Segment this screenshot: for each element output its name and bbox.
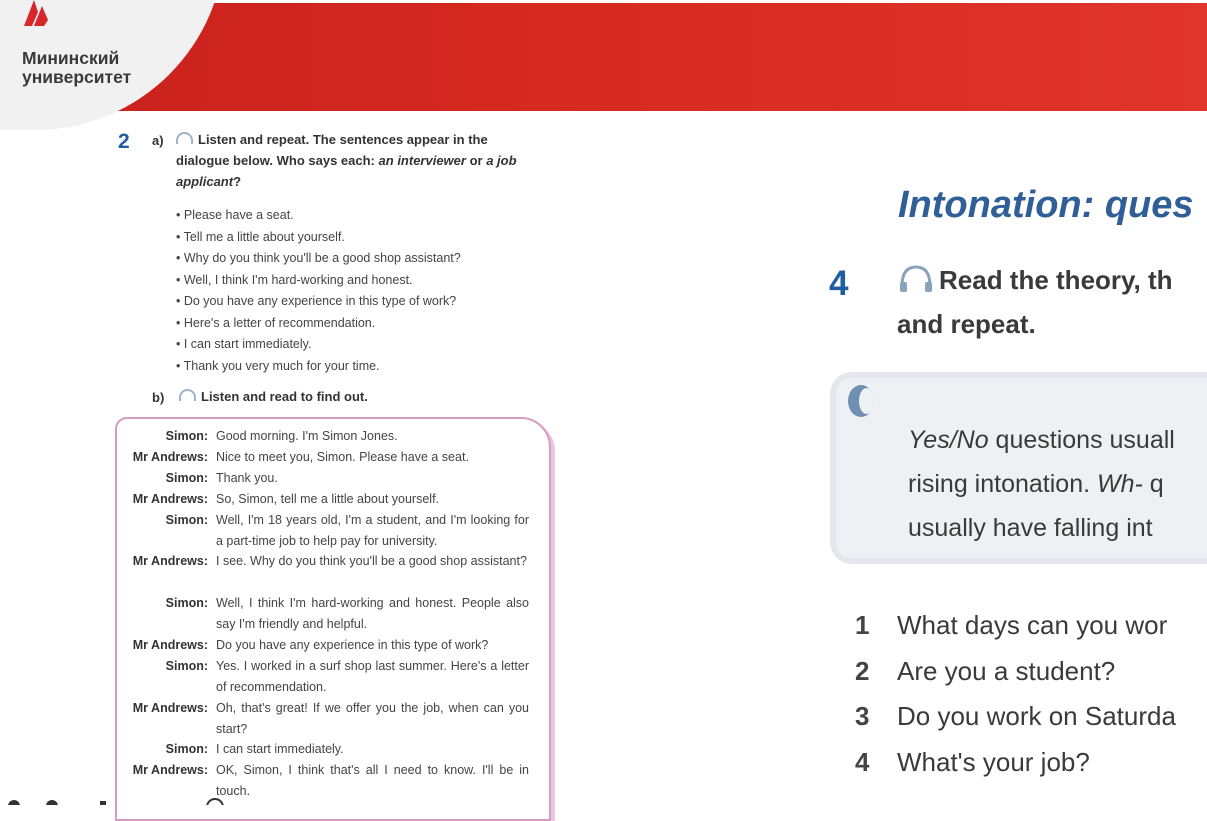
- list-item: • Tell me a little about yourself.: [176, 227, 461, 249]
- dialogue-line: Well, I think I'm hard-working and honest. People also say I'm friendly and helpful.: [216, 596, 529, 631]
- dialogue-row: [115, 447, 529, 468]
- speaker-name: Mr Andrews:: [132, 638, 208, 652]
- question-list: [855, 603, 1176, 785]
- speaker-name: Mr Andrews:: [132, 450, 208, 464]
- exercise-4-instruction: Read the theory, th and repeat.: [897, 265, 1173, 339]
- headphones-icon: [179, 389, 196, 401]
- dialogue-row: [115, 510, 529, 552]
- dialogue-row: [115, 593, 529, 635]
- dialogue-line: I can start immediately.: [216, 742, 344, 756]
- question-number: 4: [855, 746, 870, 777]
- dialogue-row: [115, 468, 529, 489]
- speaker-name: Mr Andrews:: [132, 554, 208, 568]
- list-item: • Why do you think you'll be a good shop assistant?: [176, 248, 461, 270]
- question-text: What's your job?: [897, 746, 1090, 777]
- speaker-name: Simon:: [165, 742, 208, 756]
- list-item: [855, 694, 1176, 740]
- speaker-name: Mr Andrews:: [132, 492, 208, 506]
- speech-bubble-icon: [848, 385, 874, 417]
- exercise-2-number: 2: [118, 130, 130, 153]
- question-number: 3: [855, 701, 870, 731]
- speaker-name: Simon:: [165, 429, 208, 443]
- dialogue-line: Yes. I worked in a surf shop last summer. Here's a letter of recommendation.: [216, 659, 529, 694]
- dialogue-row: [115, 426, 529, 447]
- speaker-name: Simon:: [165, 659, 208, 673]
- dialogue-line: Thank you.: [216, 471, 278, 485]
- dialogue-row: [115, 739, 529, 760]
- part-a-instruction: Listen and repeat. The sentences appear in the dialogue below. Who says each: an interviewer or a job applicant?: [176, 132, 517, 189]
- section-title: Intonation: ques: [898, 184, 1194, 226]
- question-text: What days can you wor: [897, 610, 1168, 640]
- question-number: 1: [855, 610, 870, 640]
- dialogue-line: I see. Why do you think you'll be a good shop assistant?: [216, 554, 527, 568]
- theory-text: Yes/No questions usuall rising intonation. Wh- q usually have falling int: [908, 426, 1175, 542]
- dialogue-row: [115, 698, 529, 740]
- dialogue-line: Do you have any experience in this type of work?: [216, 638, 489, 652]
- dialogue-line: So, Simon, tell me a little about yourself.: [216, 492, 440, 506]
- part-b-label: b): [152, 390, 165, 405]
- dialogue-line: Good morning. I'm Simon Jones.: [216, 429, 398, 443]
- question-number: 2: [855, 655, 870, 686]
- dialogue-row: [115, 551, 529, 572]
- question-text: Do you work on Saturda: [897, 701, 1176, 731]
- part-b-instruction: Listen and read to find out.: [179, 386, 368, 407]
- speaker-name: Mr Andrews:: [132, 763, 208, 777]
- speaker-name: Mr Andrews:: [132, 701, 208, 715]
- speaker-name: Simon:: [165, 471, 208, 485]
- list-item: [855, 649, 1176, 695]
- speaker-name: Simon:: [165, 513, 208, 527]
- university-logo-icon: [20, 0, 50, 26]
- headphones-icon: [176, 132, 193, 144]
- exercise-4-number: 4: [829, 264, 849, 303]
- speaker-name: Simon:: [165, 596, 208, 610]
- list-item: [855, 603, 1176, 649]
- list-item: • Thank you very much for your time.: [176, 356, 461, 378]
- part-a-label: a): [152, 133, 164, 148]
- dialogue-row: [115, 656, 529, 698]
- list-item: • Please have a seat.: [176, 205, 461, 227]
- question-text: Are you a student?: [897, 655, 1116, 686]
- dialogue-line: Nice to meet you, Simon. Please have a seat.: [216, 450, 469, 464]
- list-item: • Do you have any experience in this type of work?: [176, 291, 461, 313]
- dialogue-line: OK, Simon, I think that's all I need to know. I'll be in touch.: [216, 763, 529, 798]
- dialogue-line: Well, I'm 18 years old, I'm a student, and I'm looking for a part-time job to help pay for university.: [216, 513, 529, 548]
- sentence-list: [176, 205, 461, 377]
- dialogue-line: Oh, that's great! If we offer you the job, when can you start?: [216, 701, 529, 736]
- dialogue-row: [115, 635, 529, 656]
- university-logo-text: Мининский университет: [22, 48, 132, 87]
- dialogue-row: [115, 489, 529, 510]
- dialogue-row: [115, 760, 529, 802]
- list-item: • I can start immediately.: [176, 334, 461, 356]
- list-item: [855, 740, 1176, 786]
- player-controls-strip: [0, 797, 420, 805]
- list-item: • Well, I think I'm hard-working and honest.: [176, 270, 461, 292]
- list-item: • Here's a letter of recommendation.: [176, 313, 461, 335]
